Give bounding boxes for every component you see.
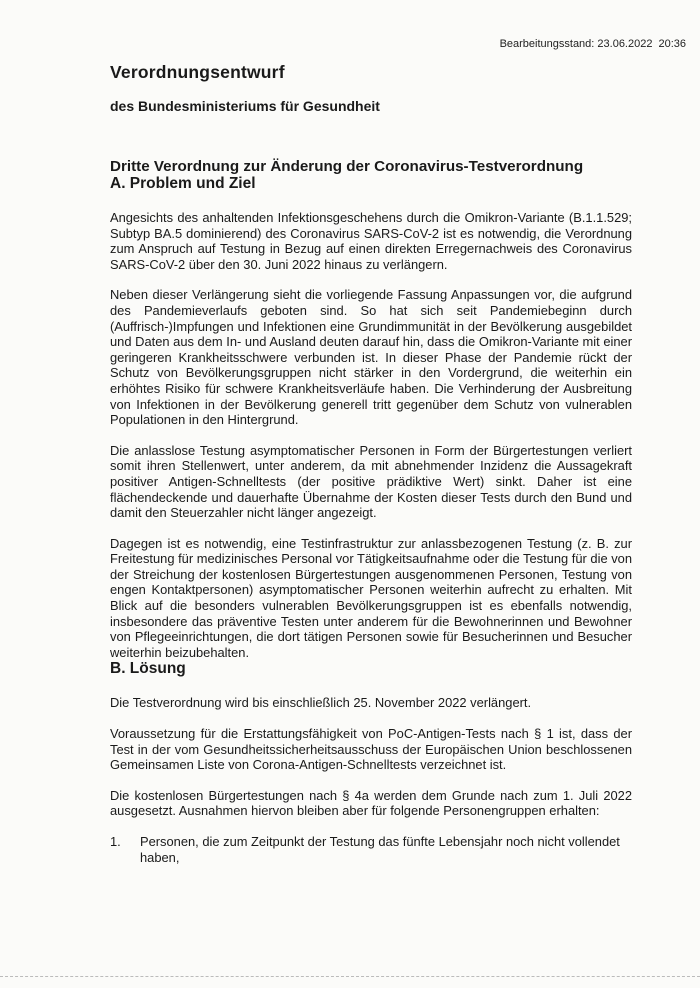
section-b-paragraph: Voraussetzung für die Erstattungsfähigkeit von PoC-Antigen-Tests nach § 1 ist, dass der Test in der vom Gesundheitssicherheitsausschuss der Europäischen Union beschlossenen Gemeinsamen Liste von Corona-Antigen-Schnelltests verzeichnet ist. — [110, 726, 632, 773]
section-b-paragraph: Die kostenlosen Bürgertestungen nach § 4a werden dem Grunde nach zum 1. Juli 2022 ausgesetzt. Ausnahmen hiervon bleiben aber für folgende Personengruppen erhalten: — [110, 787, 632, 819]
ordinance-title: Dritte Verordnung zur Änderung der Coronavirus-Testverordnung — [110, 158, 584, 175]
edit-status-label: Bearbeitungsstand: 23.06.2022 — [499, 38, 653, 50]
section-a-paragraph: Angesichts des anhaltenden Infektionsgeschehens durch die Omikron-Variante (B.1.1.529; Subtyp BA.5 dominierend) des Coronavirus SARS-CoV-2 ist es notwendig, die Verordnung zum Anspruch auf Testung in Bezug auf einen direkten Erregernachweis des Coronavirus SARS-CoV-2 über den 30. Juni 2022 hinaus zu verlängern. — [110, 210, 632, 272]
section-a-paragraph: Dagegen ist es notwendig, eine Testinfrastruktur zur anlassbezogenen Testung (z. B. zur Freitestung für medizinisches Personal vor Tätigkeitsaufnahme oder die Testung für die von der Streichung der kostenlosen Bürgertestungen ausgenommenen Personen, Testung von engen Kontaktpersonen) asymptomatischer Personen weiterhin aufrecht zu erhalten. Mit Blick auf die besonders vulnerablen Bevölkerungsgruppen ist es ebenfalls notwendig, insbesondere das präventive Testen unter anderem für die Bewohnerinnen und Bewohner von Pflegeeinrichtungen, die dort tätigen Personen sowie für Besucherinnen und Besucher weiterhin beizubehalten. — [110, 535, 632, 660]
scan-edge-divider — [0, 976, 700, 977]
edit-status-stamp — [500, 38, 686, 50]
document-title: Verordnungsentwurf — [110, 62, 285, 82]
list-item — [110, 834, 632, 865]
section-a-heading: A. Problem und Ziel — [110, 175, 256, 192]
document-subtitle: des Bundesministeriums für Gesundheit — [110, 98, 380, 114]
edit-status-time: 20:36 — [658, 38, 686, 50]
list-item-number: 1. — [110, 834, 121, 849]
list-item-text: Personen, die zum Zeitpunkt der Testung das fünfte Lebensjahr noch nicht vollendet haben, — [140, 834, 620, 865]
section-a-paragraph: Die anlasslose Testung asymptomatischer Personen in Form der Bürgertestungen verliert somit ihren Stellenwert, unter anderem, da mit abnehmender Inzidenz die Aussagekraft positiver Antigen-Schnelltests (der positive prädiktive Wert) sinkt. Daher ist eine flächendeckende und dauerhafte Übernahme der Kosten dieser Tests durch den Bund und damit den Steuerzahler nicht länger angezeigt. — [110, 442, 632, 521]
document-body — [110, 62, 632, 865]
section-b-paragraph: Die Testverordnung wird bis einschließlich 25. November 2022 verlängert. — [110, 695, 532, 711]
section-a-paragraph: Neben dieser Verlängerung sieht die vorliegende Fassung Anpassungen vor, die aufgrund des Pandemieverlaufs geboten sind. So hat sich seit Pandemiebeginn durch (Auffrisch-)Impfungen und Infektionen eine Grundimmunität in der Bevölkerung ausgebildet und Daten aus dem In- und Ausland deuten darauf hin, dass die Omikron-Variante mit einer geringeren Krankheitsschwere verbunden ist. In dieser Phase der Pandemie rückt der Schutz von Bevölkerungsgruppen nicht stärker in den Vordergrund, die weiterhin ein erhöhtes Risiko für schwere Krankheitsverläufe haben. Die Verhinderung der Ausbreitung von Infektionen in der Bevölkerung generell tritt gegenüber dem Schutz von vulnerablen Populationen in den Hintergrund. — [110, 287, 632, 428]
section-b-heading: B. Lösung — [110, 660, 186, 678]
